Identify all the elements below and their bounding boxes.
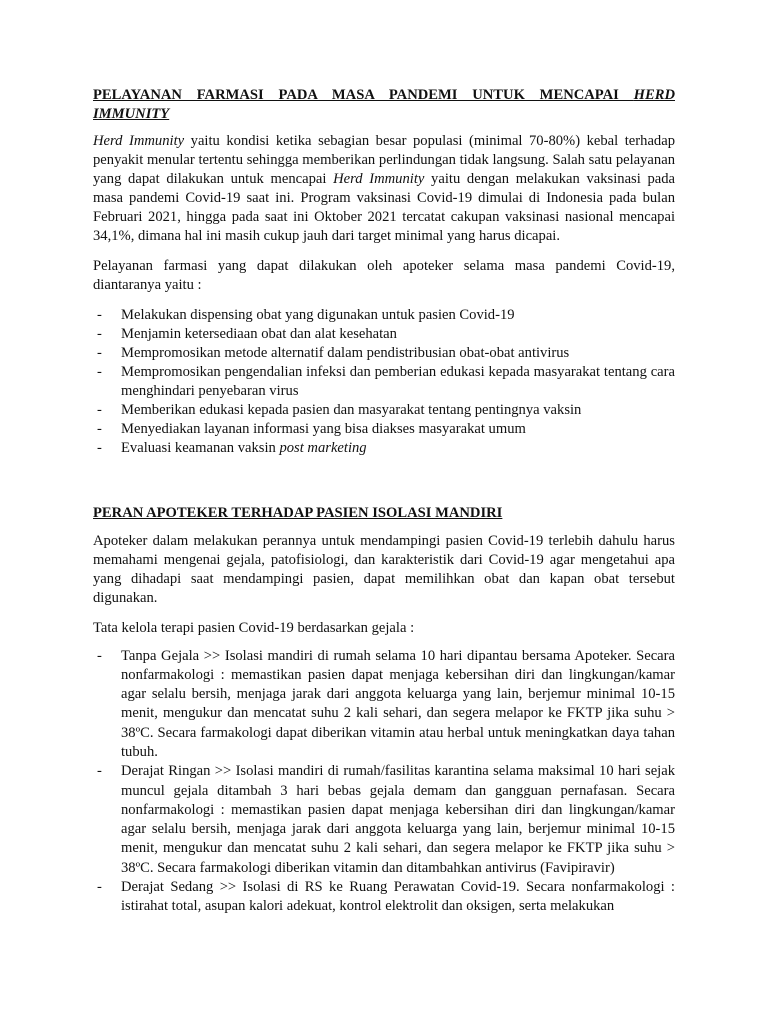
list-item: - Mempromosikan pengendalian infeksi dan pemberian edukasi kepada masyarakat tentang cara menghindari penyebaran virus xyxy=(97,364,675,399)
section2-paragraph-1: Apoteker dalam melakukan perannya untuk mendampingi pasien Covid-19 terlebih dahulu harus memahami mengenai gejala, patofisiologi, dan karakteristik dari Covid-19 agar mengetahui apa yang dihadapi saat mendampingi pasien, dapat memilihkan obat dan kapan obat tersebut digunakan. xyxy=(93,532,675,606)
list-item: - Melakukan dispensing obat yang digunakan untuk pasien Covid-19 xyxy=(97,307,515,323)
section2-heading: PERAN APOTEKER TERHADAP PASIEN ISOLASI MANDIRI xyxy=(93,505,503,521)
section2-list xyxy=(93,647,675,917)
list-item: - Evaluasi keamanan vaksin post marketing xyxy=(97,440,367,456)
list-item: - Memberikan edukasi kepada pasien dan masyarakat tentang pentingnya vaksin xyxy=(97,402,582,418)
list-item: - Menjamin ketersediaan obat dan alat kesehatan xyxy=(97,326,397,342)
section1-heading: PELAYANAN FARMASI PADA MASA PANDEMI UNTUK MENCAPAI HERD IMMUNITY xyxy=(93,87,675,122)
list-item: - Mempromosikan metode alternatif dalam pendistribusian obat-obat antivirus xyxy=(97,345,570,361)
section1-paragraph-2: Pelayanan farmasi yang dapat dilakukan oleh apoteker selama masa pandemi Covid-19, diantaranya yaitu : xyxy=(93,258,675,293)
section1-list xyxy=(93,306,675,458)
list-item: - Derajat Sedang >> Isolasi di RS ke Ruang Perawatan Covid-19. Secara nonfarmakologi : istirahat total, asupan kalori adekuat, kontrol elektrolit dan oksigen, serta melakukan xyxy=(97,879,675,915)
section1-paragraph-1: Herd Immunity yaitu kondisi ketika sebagian besar populasi (minimal 70-80%) kebal terhadap penyakit menular tertentu sehingga memberikan perlindungan tidak langsung. Salah satu pelayanan yang dapat dilakukan untuk mencapai Herd Immunity yaitu dengan melakukan vaksinasi pada masa pandemi Covid-19 saat ini. Program vaksinasi Covid-19 dimulai di Indonesia pada bulan Februari 2021, hingga pada saat ini Oktober 2021 tercatat cakupan vaksinasi nasional mencapai 34,1%, dimana hal ini masih cukup jauh dari target minimal yang harus dicapai. xyxy=(93,133,676,244)
list-item: - Menyediakan layanan informasi yang bisa diakses masyarakat umum xyxy=(97,421,526,437)
document-body xyxy=(93,86,675,917)
list-item: - Tanpa Gejala >> Isolasi mandiri di rumah selama 10 hari dipantau bersama Apoteker. Secara nonfarmakologi : memastikan pasien dapat menjaga kebersihan diri dan lingkungan/kamar agar selalu bersih, menjaga jarak dari anggota keluarga yang lain, berjemur minimal 10-15 menit, mengukur dan mencatat suhu 2 kali sehari, dan segera melapor ke FKTP jika suhu > 38ºC. Secara farmakologi dapat diberikan vitamin atau herbal untuk meningkatkan daya tahan tubuh. xyxy=(97,647,675,760)
list-item: - Derajat Ringan >> Isolasi mandiri di rumah/fasilitas karantina selama maksimal 10 hari sejak muncul gejala ditambah 3 hari bebas gejala demam dan gangguan pernafasan. Secara nonfarmakologi : memastikan pasien dapat menjaga kebersihan diri dan lingkungan/kamar agar selalu bersih, menjaga jarak dari anggota keluarga yang lain, berjemur minimal 10-15 menit, mengukur dan mencatat suhu 2 kali sehari, dan segera melapor ke FKTP jika suhu > 38ºC. Secara farmakologi diberikan vitamin dan ditambahkan antivirus (Favipiravir) xyxy=(97,763,675,876)
section1-heading-italic: HERD IMMUNITY xyxy=(93,87,675,122)
section2-paragraph-2: Tata kelola terapi pasien Covid-19 berdasarkan gejala : xyxy=(93,619,415,636)
